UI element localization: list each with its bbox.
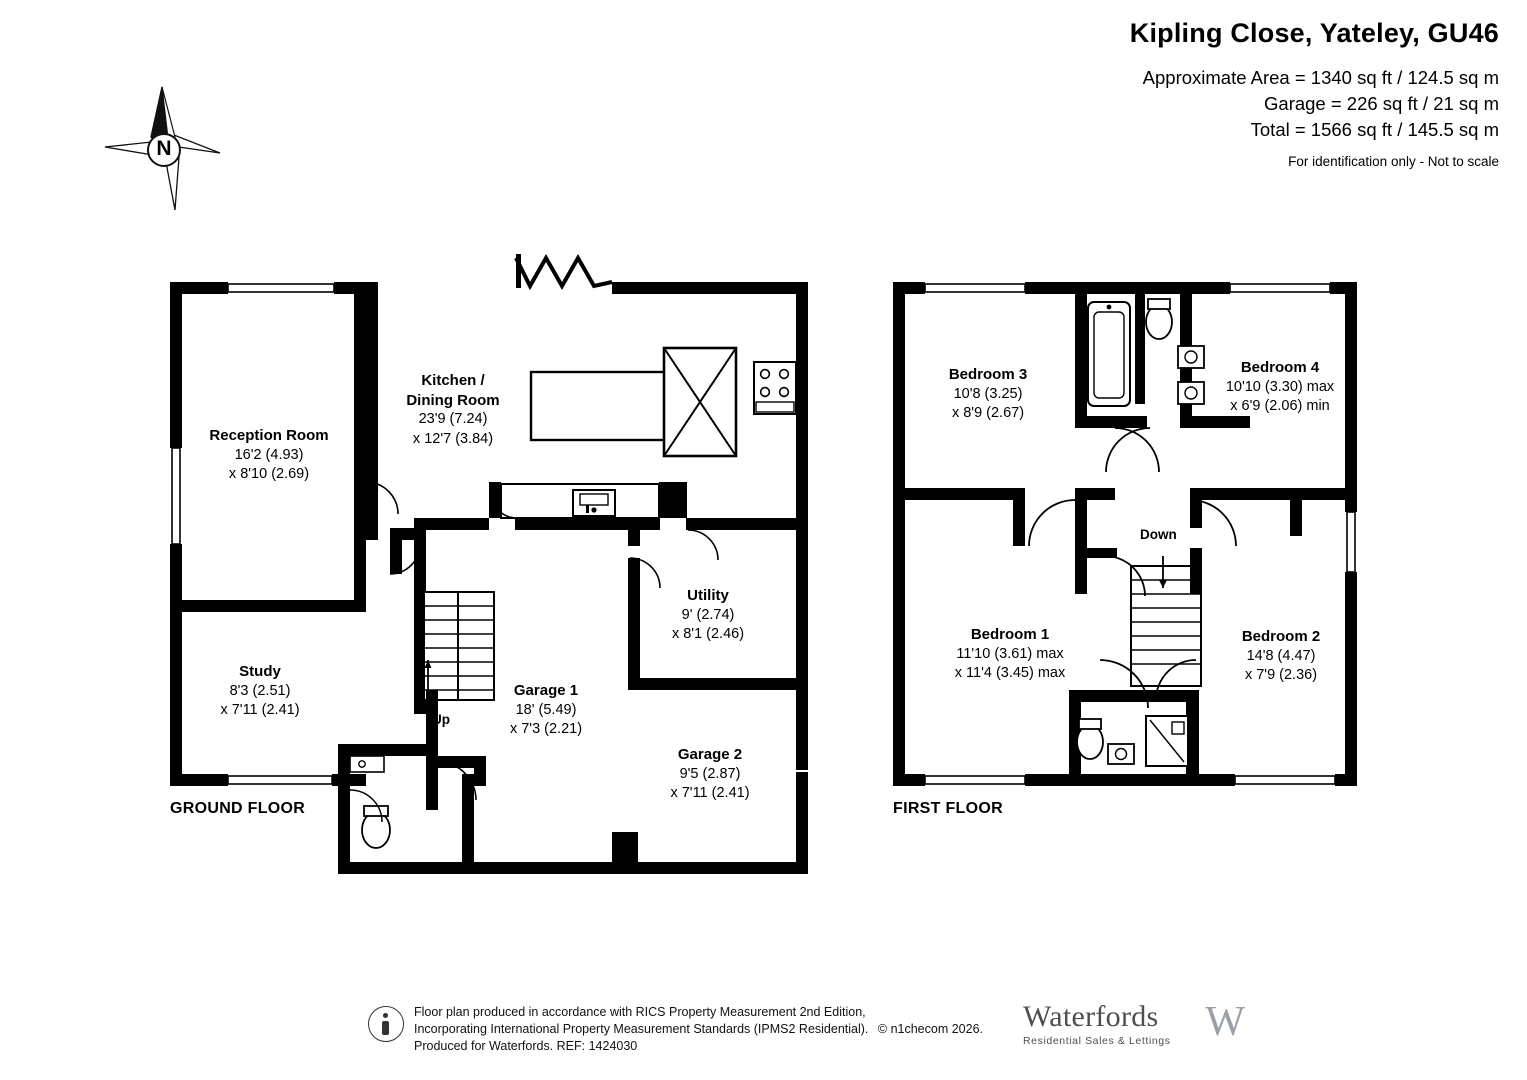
footer-text: [414, 1004, 983, 1055]
room-label-reception-room: Reception Room 16'2 (4.93) x 8'10 (2.69): [209, 427, 329, 482]
garage-area-text: Garage = 226 sq ft / 21 sq m: [1264, 93, 1499, 114]
total-area-text: Total = 1566 sq ft / 145.5 sq m: [1250, 119, 1499, 140]
brand-name: Waterfords: [1023, 1000, 1159, 1033]
room-label-garage-2: Garage 2 9'5 (2.87) x 7'11 (2.41): [670, 746, 750, 801]
footer-line-1: Floor plan produced in accordance with RICS Property Measurement 2nd Edition,: [414, 1005, 866, 1019]
room-label-bedroom-2: Bedroom 2 14'8 (4.47) x 7'9 (2.36): [1241, 628, 1321, 683]
brand-tagline: Residential Sales & Lettings: [1023, 1035, 1171, 1047]
room-label-garage-1: Garage 1 18' (5.49) x 7'3 (2.21): [509, 682, 583, 737]
footer: [368, 1000, 1468, 1070]
room-label-bedroom-4: Bedroom 4 10'10 (3.30) max x 6'9 (2.06) min: [1225, 359, 1335, 414]
room-label-kitchen-dining: Kitchen / Dining Room 23'9 (7.24) x 12'7 (3.84): [406, 372, 500, 447]
page-title: Kipling Close, Yateley, GU46: [1129, 18, 1499, 48]
footer-line-2-wrap: [414, 1021, 983, 1038]
disclaimer-text: For identification only - Not to scale: [1288, 154, 1499, 169]
info-icon: [368, 1006, 404, 1042]
footer-line-3: Produced for Waterfords. REF: 1424030: [414, 1039, 638, 1053]
stairs-down-label: Down: [1140, 527, 1177, 542]
ground-floor-label: GROUND FLOOR: [170, 800, 306, 817]
brand-mark: W: [1205, 999, 1245, 1045]
compass-north-label: N: [147, 133, 181, 167]
room-label-bedroom-1: Bedroom 1 11'10 (3.61) max x 11'4 (3.45) max: [954, 626, 1066, 681]
footer-line-2: Incorporating International Property Measurement Standards (IPMS2 Residential).: [414, 1022, 869, 1036]
room-label-utility: Utility 9' (2.74) x 8'1 (2.46): [671, 587, 745, 642]
brand-logo: [1023, 1000, 1253, 1047]
footer-copyright: © n1checom 2026.: [877, 1022, 983, 1036]
approx-area-text: Approximate Area = 1340 sq ft / 124.5 sq m: [1142, 67, 1499, 88]
room-label-bedroom-3: Bedroom 3 10'8 (3.25) x 8'9 (2.67): [948, 366, 1028, 421]
first-floor-label: FIRST FLOOR: [893, 800, 1003, 817]
room-label-study: Study 8'3 (2.51) x 7'11 (2.41): [220, 663, 300, 718]
stairs-up-label: Up: [432, 712, 450, 727]
